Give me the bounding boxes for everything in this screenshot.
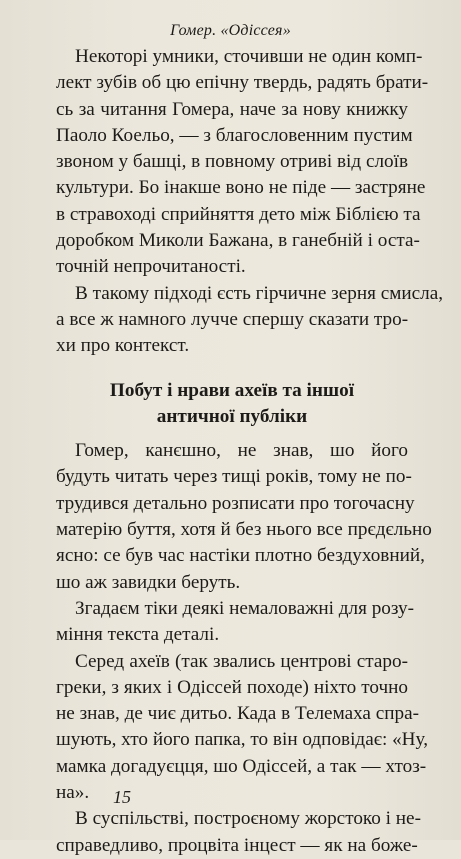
paragraph bbox=[56, 649, 428, 807]
text-line: міння текста деталі. bbox=[56, 624, 220, 646]
paragraph bbox=[56, 438, 432, 596]
text-line: не знав, де чиє дитьо. Када в Телемаха спра- bbox=[56, 703, 420, 725]
text-line: хи про контекст. bbox=[56, 335, 190, 357]
body-text bbox=[56, 44, 444, 859]
paragraph bbox=[56, 806, 421, 859]
text-line: сь за читання Гомера, наче за нову книжку bbox=[56, 98, 408, 120]
paragraph bbox=[56, 44, 429, 281]
text-line: В такому підході єсть гірчичне зерня смисла, bbox=[75, 282, 444, 304]
text-line: лект зубів об цю епічну твердь, радять брати- bbox=[56, 72, 429, 94]
text-line: Некоторі умники, сточивши не один комп- bbox=[75, 46, 423, 67]
page-number: 15 bbox=[113, 787, 131, 807]
text-line: матерію буття, хотя й без нього все прєдєльно bbox=[56, 519, 432, 541]
text-line: а все ж намного лучче спершу сказати тро- bbox=[56, 308, 409, 330]
paragraph bbox=[56, 596, 415, 649]
paragraph bbox=[56, 281, 444, 360]
text-line: шо аж завидки беруть. bbox=[56, 571, 241, 593]
heading-line: античної публіки bbox=[156, 405, 308, 427]
text-line: в стравоході сприйняття дето між Біблією та bbox=[56, 203, 421, 225]
text-line: В суспільстві, построєному жорстоко і не- bbox=[75, 808, 421, 830]
text-line: мамка догадуєцця, шо Одіссей, а так — хтоз- bbox=[56, 755, 427, 777]
text-line: Серед ахеїв (так звались центрові старо- bbox=[75, 650, 408, 672]
text-line: греки, з яких і Одіссей походе) ніхто точно bbox=[56, 676, 408, 698]
text-line: точній непрочитаності. bbox=[56, 256, 246, 278]
text-line: трудився детально розписати про тогочасну bbox=[56, 492, 415, 514]
text-line: будуть читать через тищі років, тому не по- bbox=[56, 466, 412, 488]
text-line: ясно: се був час настіки плотно бездуховний, bbox=[56, 545, 425, 567]
heading-line: Побут і нрави ахеїв та іншої bbox=[109, 379, 355, 401]
text-line: Гомер, канєшно, не знав, шо його bbox=[75, 440, 408, 462]
text-line: на». bbox=[56, 782, 90, 804]
section-heading bbox=[56, 378, 408, 431]
text-line: звоном у башці, в повному отриві від слоїв bbox=[56, 151, 409, 173]
text-line: Згадаєм тіки деякі немаловажні для розу- bbox=[75, 597, 415, 619]
text-line: доробком Миколи Бажана, в ганебній і оста- bbox=[56, 230, 420, 252]
running-head: Гомер. «Одіссея» bbox=[170, 22, 291, 39]
text-line: шують, хто його папка, то він одповідає: «Ну, bbox=[56, 729, 428, 751]
text-line: Паоло Коельо, — з благословенним пустим bbox=[56, 124, 413, 146]
text-line: культури. Бо інакше воно не піде — застряне bbox=[56, 177, 426, 199]
text-line: справедливо, процвіта інцест — як на боже- bbox=[56, 834, 418, 856]
